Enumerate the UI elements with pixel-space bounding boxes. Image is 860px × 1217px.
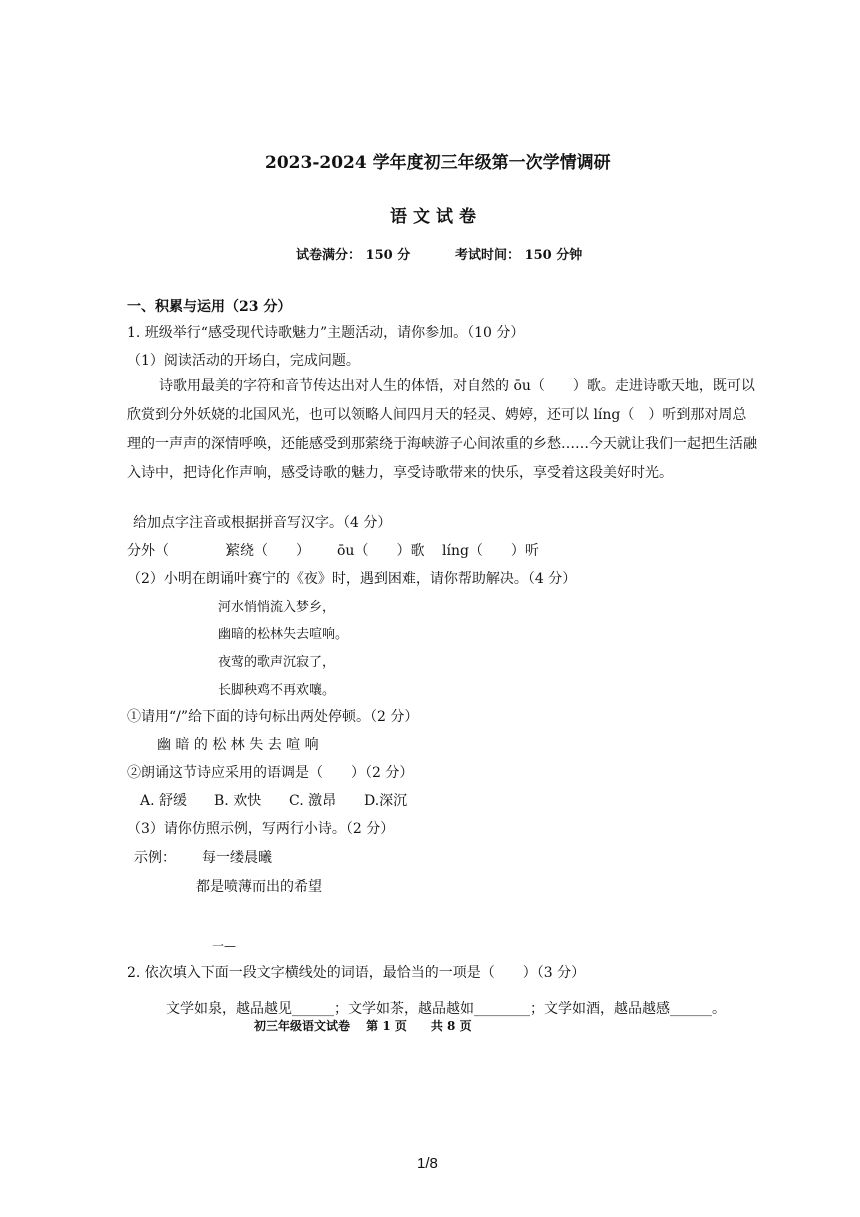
example-label: 示例： [134, 850, 176, 866]
option-b: B. 欢快 [214, 793, 262, 809]
full-score-value: 150 分 [365, 248, 411, 263]
poem-line: 河水悄悄流入梦乡， [218, 600, 336, 615]
blank-fenwai: 分外（ ） [127, 543, 239, 559]
page-counter: 1/8 [417, 1155, 438, 1172]
option-a: A. 舒缓 [140, 793, 188, 809]
blank-yingrao: 萦绕（ ） [226, 543, 310, 559]
stray-mark: 一— [212, 939, 237, 953]
exam-time-value: 150 分钟 [524, 248, 583, 263]
task-2-instruction: ②朗诵这节诗应采用的语调是（ ）（2 分） [127, 765, 414, 781]
opening-passage: 诗歌用最美的字符和音节传达出对人生的体悟，对自然的 ōu（ ）歌。走进诗歌天地，既可以欣赏到分外妖娆的北国风光，也可以领略人间四月天的轻灵、娉婷，还可以 líng（ ）听到那对周总理的一声声的深情呼唤，还能感受到那萦绕于海峡游子心间浓重的乡愁……今天就让我们一起把生活融入诗中，把诗化作声响，感受诗歌的魅力，享受诗歌带来的快乐，享受着这段美好时光。 [127, 378, 757, 481]
full-score-label: 试卷满分： [296, 248, 362, 263]
option-c: C. 激昂 [289, 793, 337, 809]
sub-question-1-title: （1）阅读活动的开场白，完成问题。 [127, 353, 360, 369]
option-d: D.深沉 [364, 793, 408, 809]
task-1-instruction: ①请用“/”给下面的诗句标出两处停顿。（2 分） [127, 709, 419, 725]
blank-ou: ōu（ ）歌 [337, 543, 425, 559]
poem-line: 幽暗的松林失去喧响。 [218, 627, 349, 642]
question-2-stem: 2. 依次填入下面一段文字横线处的词语，最恰当的一项是（ ）（3 分） [127, 965, 586, 981]
section-heading: 一、积累与运用（23 分） [127, 299, 292, 315]
task-1-poem-line: 幽 暗 的 松 林 失 去 喧 响 [157, 737, 319, 753]
poem-line: 夜莺的歌声沉寂了， [218, 655, 336, 670]
exam-subject: 语文试卷 [390, 207, 482, 227]
instruction-text: 给加点字注音或根据拼音写汉字。（4 分） [133, 515, 392, 531]
example-line: 每一缕晨曦 [202, 850, 272, 866]
exam-time [455, 244, 582, 263]
page-footer: 初三年级语文试卷 第 1 页 共 8 页 [254, 1019, 472, 1033]
question-1-stem: 1. 班级举行“感受现代诗歌魅力”主题活动，请你参加。（10 分） [127, 325, 525, 341]
sub-question-2-title: （2）小明在朗诵叶赛宁的《夜》时，遇到困难，请你帮助解决。（4 分） [127, 571, 577, 587]
example-line: 都是喷薄而出的希望 [196, 879, 322, 895]
question-2-text: 文学如泉，越品越见______；文学如茶，越品越如________；文学如酒，越品越感______。 [166, 1001, 726, 1017]
sub-question-3-title: （3）请你仿照示例，写两行小诗。（2 分） [127, 821, 395, 837]
full-score [296, 244, 410, 263]
poem-line: 长脚秧鸡不再欢嚷。 [218, 683, 336, 698]
exam-title: 2023-2024 学年度初三年级第一次学情调研 [265, 153, 611, 173]
blank-ling: líng（ ）听 [442, 543, 539, 559]
exam-time-label: 考试时间： [455, 248, 521, 263]
